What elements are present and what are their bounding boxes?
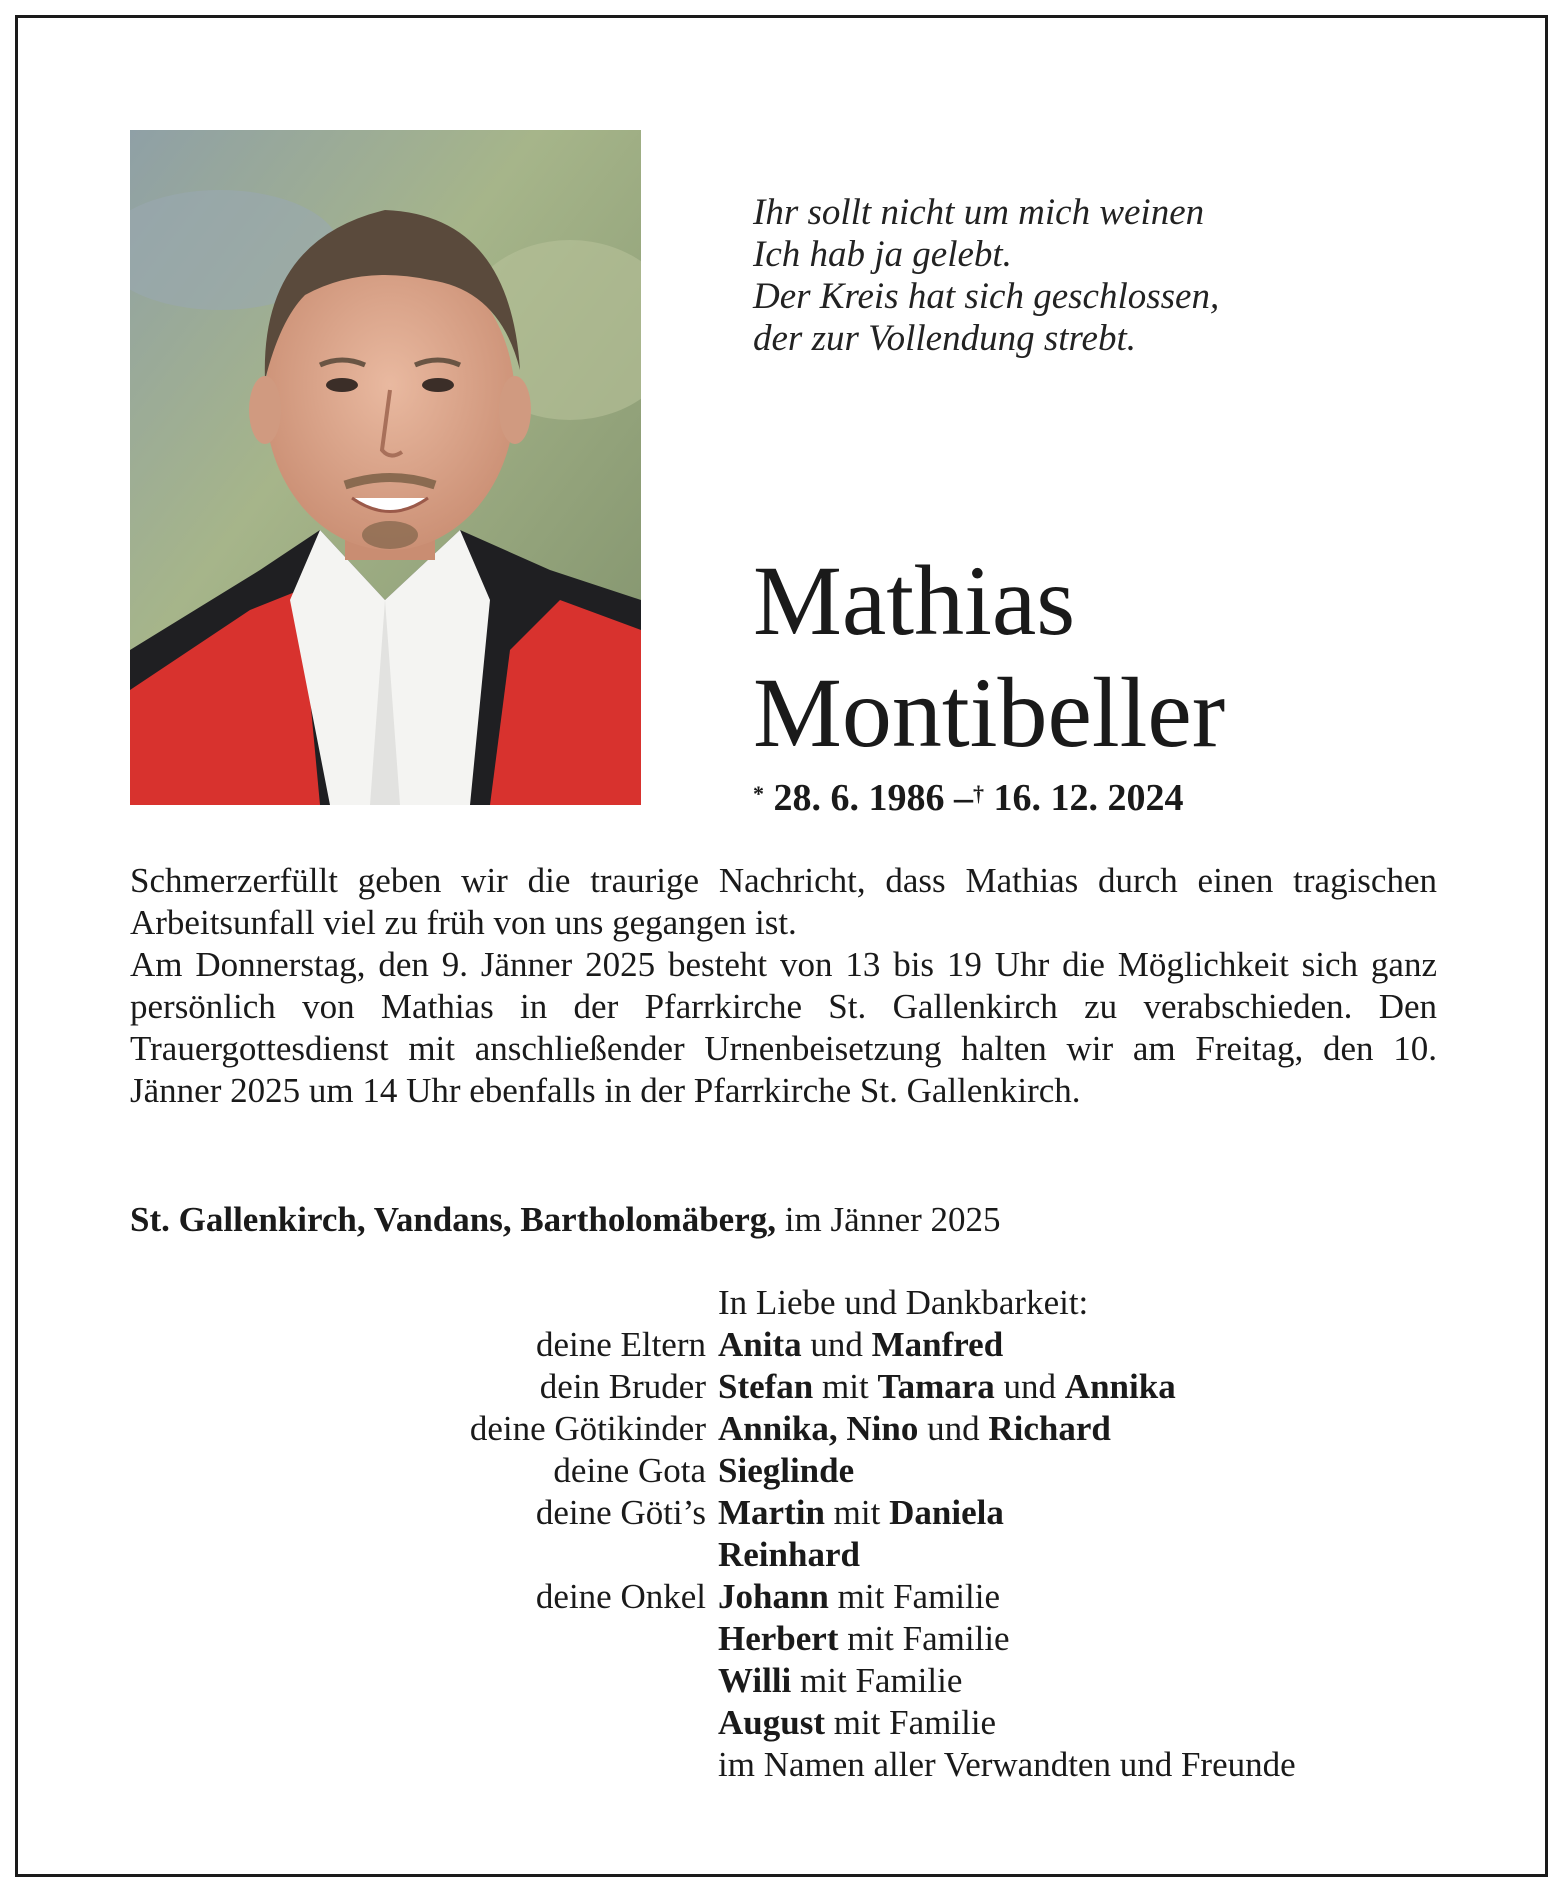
mourner-name: Johann [718,1577,829,1616]
poem-line: Der Kreis hat sich geschlossen, [753,276,1220,317]
mourner-row [130,1660,1437,1702]
mourner-name: Tamara [877,1367,995,1406]
mourner-row [130,1492,1437,1534]
mourner-names [718,1534,860,1576]
connector-text: und [801,1325,872,1364]
mourner-name: Anita [718,1325,802,1364]
mourner-name: Willi [718,1661,792,1700]
mourner-row [130,1450,1437,1492]
death-date: 16. 12. 2024 [993,777,1184,819]
mourners-heading: In Liebe und Dankbarkeit: [718,1283,1089,1322]
mourner-name: Stefan [718,1367,814,1406]
poem-line: der zur Vollendung strebt. [753,318,1137,359]
place-and-date [130,1199,1437,1241]
mourner-names [718,1366,1176,1408]
mourner-row [130,1576,1437,1618]
mourner-name: Herbert [718,1619,839,1658]
relation-label [130,1660,718,1702]
mourner-name: Sieglinde [718,1451,855,1490]
connector-text: mit [813,1367,878,1406]
mourner-names [718,1744,1296,1786]
mourner-names [718,1660,962,1702]
life-dates [753,775,1184,821]
connector-text: mit [824,1493,890,1532]
mourner-names [718,1492,1004,1534]
mourner-row [130,1534,1437,1576]
mourner-row [130,1408,1437,1450]
mourner-row [130,1618,1437,1660]
last-name: Montibeller [753,657,1226,768]
mourner-name: Daniela [889,1493,1004,1532]
connector-text: im Namen aller Verwandten und Freunde [718,1745,1296,1784]
connector-text: und [918,1409,989,1448]
mourner-name: Annika [1064,1367,1176,1406]
mourner-names [718,1576,1000,1618]
poem-line: Ich hab ja gelebt. [753,234,1012,275]
mourner-names [718,1408,1111,1450]
mourner-name: Reinhard [718,1535,860,1574]
mourner-name: Manfred [871,1325,1004,1364]
mourner-row [130,1702,1437,1744]
mourner-names [718,1702,996,1744]
birth-symbol: * [753,781,764,806]
connector-text: mit Familie [838,1619,1010,1658]
mourner-name: August [718,1703,825,1742]
service-paragraph: Am Donnerstag, den 9. Jänner 2025 besteht von 13 bis 19 Uhr die Möglichkeit sich ganz persönlich von Mathias in der Pfarrkirche St. Gallenkirch zu verabschieden. Den Trauergottesdienst mit anschließender Urnenbeisetzung halten wir am Freitag, den 10. Jänner 2025 um 14 Uhr ebenfalls in der Pfarrkirche St. Gallenkirch. [130,945,1437,1110]
connector-text: mit Familie [828,1577,1001,1616]
relation-label: deine Gota [553,1451,706,1490]
mourners-list [130,1282,1437,1786]
portrait-illustration [130,130,641,805]
death-symbol: † [973,781,984,806]
mourner-name: Annika, Nino [718,1409,919,1448]
connector-text: mit Familie [791,1661,963,1700]
mourner-row [130,1744,1437,1786]
places: St. Gallenkirch, Vandans, Bartholomäberg, [130,1200,776,1239]
relation-label: deine Onkel [535,1577,706,1616]
mourner-names [718,1618,1010,1660]
date-separator: – [954,777,973,819]
mourner-row [130,1366,1437,1408]
connector-text: mit Familie [824,1703,997,1742]
first-name: Mathias [753,545,1076,656]
deceased-name [753,545,1453,769]
memorial-poem [753,192,1313,360]
mourner-names [718,1324,1003,1366]
mourner-name: Martin [718,1493,825,1532]
portrait-photo [130,130,641,805]
relation-label: deine Göti’s [535,1493,706,1532]
relation-label [130,1702,718,1744]
birth-date: 28. 6. 1986 [773,777,945,819]
relation-label [130,1282,718,1324]
mourner-name: Richard [988,1409,1111,1448]
mourner-row [130,1324,1437,1366]
connector-text: und [994,1367,1065,1406]
announcement-text [130,860,1437,1112]
relation-label: deine Götikinder [469,1409,706,1448]
announcement-paragraph: Schmerzerfüllt geben wir die traurige Nachricht, dass Mathias durch einen tragischen Arbeitsunfall viel zu früh von uns gegangen ist. [130,861,1437,942]
mourners-heading-row [130,1282,1437,1324]
mourner-names [718,1450,854,1492]
relation-label [130,1534,718,1576]
relation-label [130,1744,718,1786]
month-year: im Jänner 2025 [784,1200,1001,1239]
relation-label: dein Bruder [539,1367,706,1406]
relation-label: deine Eltern [535,1325,706,1364]
relation-label [130,1618,718,1660]
poem-line: Ihr sollt nicht um mich weinen [753,192,1205,233]
